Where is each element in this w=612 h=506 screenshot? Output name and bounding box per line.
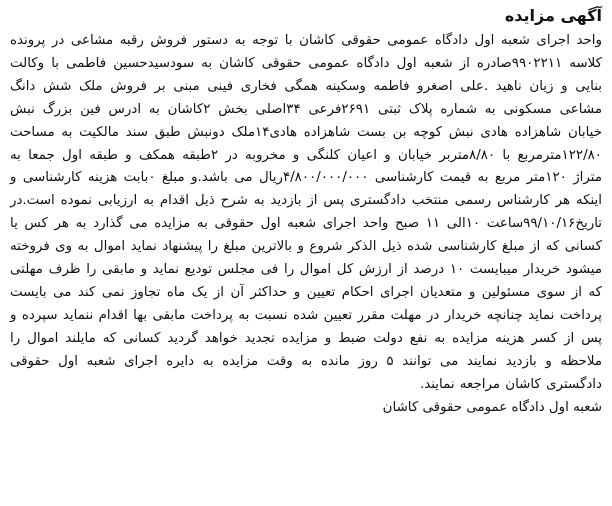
notice-body: واحد اجرای شعبه اول دادگاه عمومی حقوقی کاشان با توجه به دستور فروش رقبه مشاعی در پرونده کلاسه ۹۹۰۲۲۱۱صادره از شعبه اول دادگاه عمومی حقوقی کاشان به سودسیدحسین فاطمی با وکالت بنایی و زیان ناهید .علی اصغرو فاطمه وسکینه همگی فخاری فینی مبنی بر فروش ملک شش دانگ مشاعی مسکونی به شماره پلاک ثبتی ۲۶۹۱فرعی ۳۴اصلی بخش ۲کاشان به ادرس فین بزرگ نبش خیابان شاهزاده هادی نبش کوچه بن بست شاهزاده هادی۱۴ملک دونبش طبق سند مالکیت به مساحت ۱۲۲/۸۰مترمربع با ۸/۸۰متربر خیابان و اعیان کلنگی و مخروبه در ۲طبقه همکف و طبقه اول جمعا به متراژ ۱۲۰متر مربع به قیمت کارشناسی ۴/۸۰۰/۰۰۰/۰۰۰ریال می باشد.و مبلغ ۰بابت هزینه کارشناسی و اینکه هر کارشناس رسمی منتخب دادگستری پس از بازدید به شرح ذیل اقدام به ارزیابی نموده است.در تاریخ۹۹/۱۰/۱۶ساعت ۱۰الی ۱۱ صبح واحد اجرای شعبه اول حقوقی به مزایده می گذارد به هر کس یا کسانی که از مبلغ کارشناسی شده ذیل الذکر شروع و بالاترین مبلغ را پیشنهاد نماید اموال به وی فروخته میشود خریدار میبایست ۱۰ درصد از ارزش کل اموال را فی مجلس تودیع نماید و مابقی را ظرف مهلتی که از سوی مسئولین و متعدیان اجرای احکام تعیین و حداکثر آن از یک ماه تجاوز نمی کند می بایست پرداخت نماید چنانچه خریدار در مهلت مقرر تعیین شده نسبت به پرداخت مابقی بها اقدام ننماید سپرده و پس از کسر هزینه مزایده به نفع دولت ضبط و مزایده تجدید خواهد گردید کسانی که مایلند اموال را ملاحظه و بازدید نمایند می توانند ۵ روز مانده به وقت مزایده به دایره اجرای شعبه اول حقوقی دادگستری کاشان مراجعه نمایند. xyxy=(10,33,603,392)
notice-title: آگهی مزایده xyxy=(504,6,602,25)
notice-signature: شعبه اول دادگاه عمومی حقوقی کاشان xyxy=(382,399,602,415)
